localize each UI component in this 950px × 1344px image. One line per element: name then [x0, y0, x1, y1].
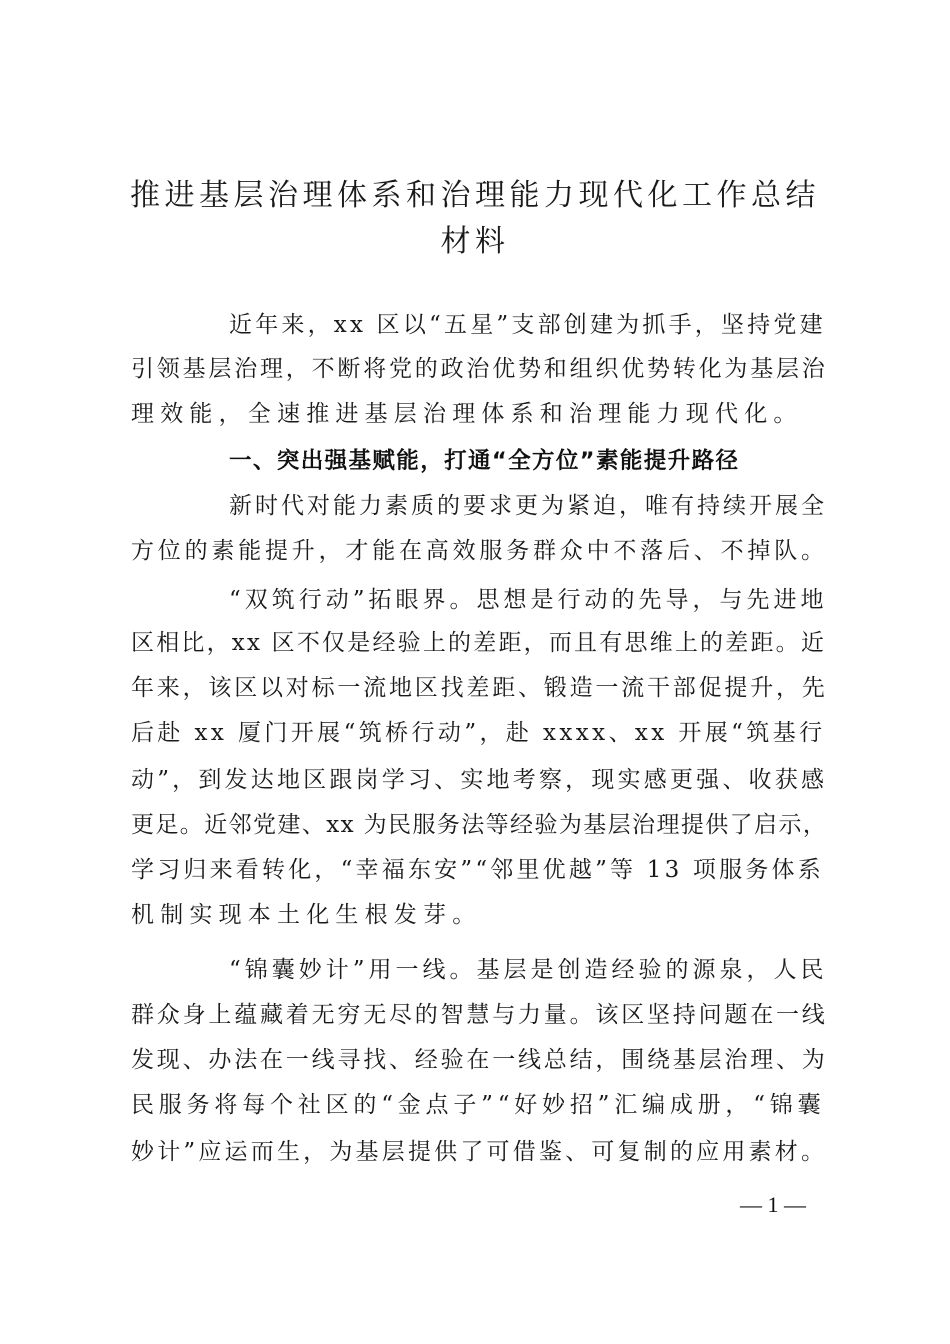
document-title-line-2: 材料 [440, 224, 510, 259]
document-title-line-1: 推进基层治理体系和治理能力现代化工作总结 [130, 178, 820, 213]
paragraph-line: 发现、办法在一线寻找、经验在一线总结，围绕基层治理、为 [131, 1047, 828, 1073]
paragraph-line: 动”，到发达地区跟岗学习、实地考察，现实感更强、收获感 [131, 767, 828, 793]
section-heading-1: 一、突出强基赋能，打通“全方位”素能提升路径 [229, 448, 740, 474]
paragraph-line: 更足。近邻党建、xx 为民服务法等经验为基层治理提供了启示， [131, 812, 828, 838]
page-number: — 1 — [740, 1192, 806, 1217]
paragraph-line: 后赴 xx 厦门开展“筑桥行动”，赴 xxxx、xx 开展“筑基行 [131, 720, 826, 746]
paragraph-line: “锦囊妙计”用一线。基层是创造经验的源泉，人民 [229, 957, 828, 983]
paragraph-line: 民服务将每个社区的“金点子”“好妙招”汇编成册，“锦囊 [131, 1092, 826, 1118]
paragraph-line: 新时代对能力素质的要求更为紧迫，唯有持续开展全 [229, 493, 827, 519]
intro-line: 引领基层治理，不断将党的政治优势和组织优势转化为基层治 [131, 356, 828, 382]
intro-line: 近年来，xx 区以“五星”支部创建为抓手，坚持党建 [229, 312, 826, 338]
paragraph-line: “双筑行动”拓眼界。思想是行动的先导，与先进地 [229, 587, 828, 613]
intro-line: 理效能，全速推进基层治理体系和治理能力现代化。 [131, 401, 803, 427]
paragraph-line: 机制实现本土化生根发芽。 [131, 902, 482, 928]
paragraph-line: 妙计”应运而生，为基层提供了可借鉴、可复制的应用素材。 [131, 1139, 828, 1165]
paragraph-line: 年来，该区以对标一流地区找差距、锻造一流干部促提升，先 [131, 675, 828, 701]
paragraph-line: 群众身上蕴藏着无穷无尽的智慧与力量。该区坚持问题在一线 [131, 1002, 828, 1028]
paragraph-line: 区相比，xx 区不仅是经验上的差距，而且有思维上的差距。近 [131, 630, 827, 656]
paragraph-line: 方位的素能提升，才能在高效服务群众中不落后、不掉队。 [131, 538, 828, 564]
paragraph-line: 学习归来看转化，“幸福东安”“邻里优越”等 13 项服务体系 [131, 857, 824, 883]
